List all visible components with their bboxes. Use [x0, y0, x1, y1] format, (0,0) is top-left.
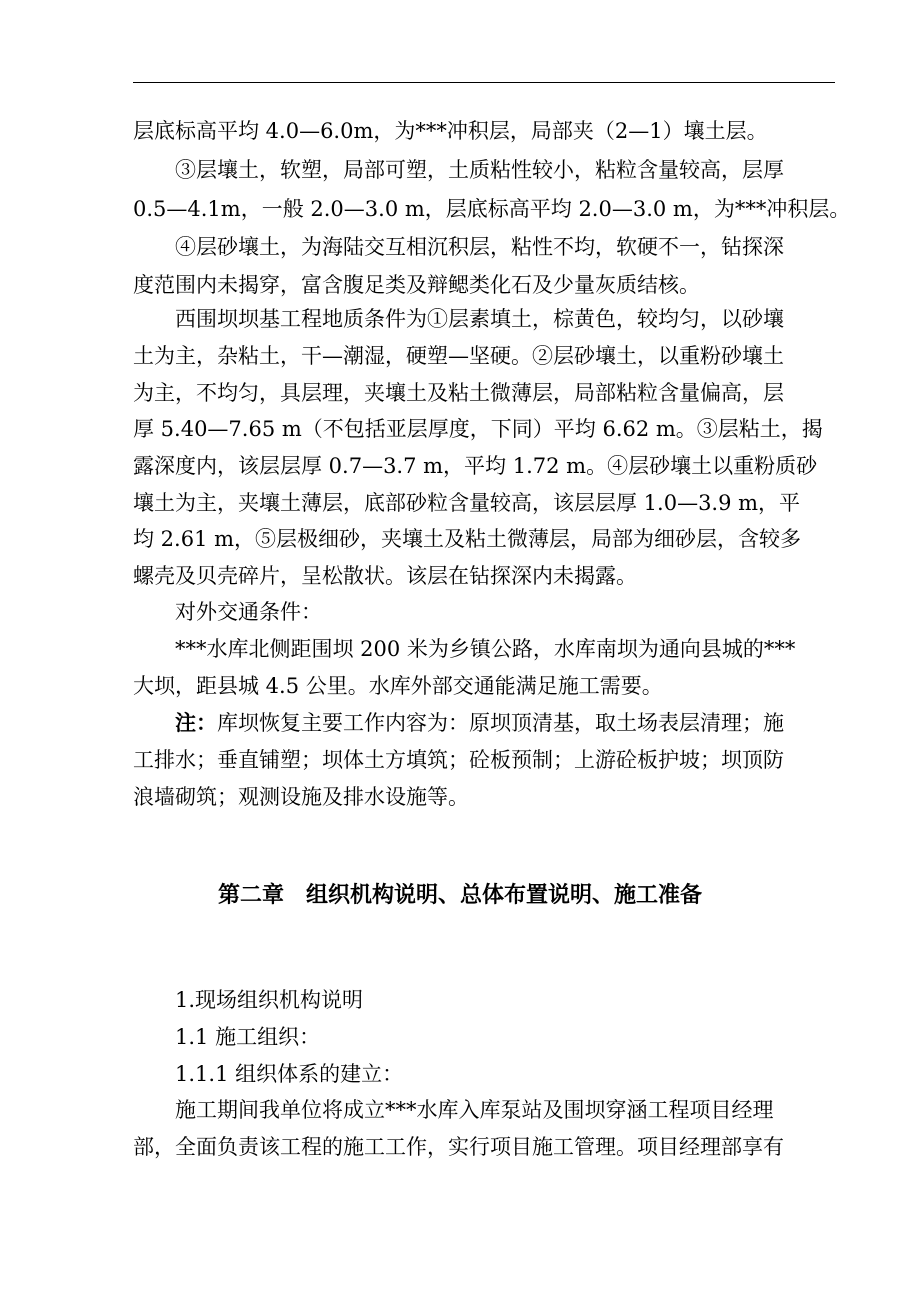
note-label: 注：	[175, 710, 217, 735]
paragraph-1-line-1: 层底标高平均 4.0—6.0m，为***冲积层，局部夹（2—1）壤土层。	[133, 119, 768, 143]
paragraph-4-line-6: 壤土为主，夹壤土薄层，底部砂粒含量较高，该层层厚 1.0—3.9 m，平	[133, 491, 801, 515]
section-body-line-1: 施工期间我单位将成立***水库入库泵站及围坝穿涵工程项目经理	[175, 1098, 774, 1122]
traffic-line-2: 大坝，距县城 4.5 公里。水库外部交通能满足施工需要。	[133, 674, 663, 698]
header-rule	[133, 82, 835, 83]
paragraph-4-line-5: 露深度内，该层层厚 0.7—3.7 m，平均 1.72 m。④层砂壤土以重粉质砂	[133, 454, 818, 478]
paragraph-4-line-7: 均 2.61 m，⑤层极细砂，夹壤土及粘土微薄层，局部为细砂层，含较多	[133, 527, 802, 551]
section-heading-1-1: 1.1 施工组织：	[175, 1025, 321, 1049]
traffic-line-1: ***水库北侧距围坝 200 米为乡镇公路，水库南坝为通向县城的***	[175, 637, 796, 661]
section-heading-1-1-1: 1.1.1 组织体系的建立：	[175, 1062, 404, 1086]
paragraph-3-line-1: ④层砂壤土，为海陆交互相沉积层，粘性不均，软硬不一，钻探深	[175, 235, 784, 259]
chapter-number: 第二章	[217, 883, 284, 908]
paragraph-4-line-3: 为主，不均匀，具层理，夹壤土及粘土微薄层，局部粘粒含量偏高，层	[133, 381, 784, 405]
chapter-heading	[0, 880, 920, 912]
note-line-3: 浪墙砌筑；观测设施及排水设施等。	[133, 785, 469, 809]
paragraph-4-line-2: 土为主，杂粘土，干—潮湿，硬塑—坚硬。②层砂壤土，以重粉砂壤土	[133, 344, 784, 368]
paragraph-4-line-1: 西围坝坝基工程地质条件为①层素填土，棕黄色，较均匀，以砂壤	[175, 307, 784, 331]
chapter-title: 组织机构说明、总体布置说明、施工准备	[306, 883, 703, 908]
section-body-line-2: 部，全面负责该工程的施工工作，实行项目施工管理。项目经理部享有	[133, 1135, 784, 1159]
traffic-heading: 对外交通条件：	[175, 600, 322, 624]
note-line-1	[175, 708, 895, 738]
paragraph-2-line-2: 0.5—4.1m，一般 2.0—3.0 m，层底标高平均 2.0—3.0 m，为***冲积层。	[133, 197, 851, 221]
section-heading-1: 1.现场组织机构说明	[175, 988, 364, 1012]
note-line-2: 工排水；垂直铺塑；坝体土方填筑；砼板预制；上游砼板护坡；坝顶防	[133, 748, 784, 772]
paragraph-4-line-4: 厚 5.40—7.65 m（不包括亚层厚度，下同）平均 6.62 m。③层粘土，揭	[133, 417, 823, 441]
paragraph-4-line-8: 螺壳及贝壳碎片，呈松散状。该层在钻探深内未揭露。	[133, 564, 637, 588]
paragraph-2-line-1: ③层壤土，软塑，局部可塑，土质粘性较小，粘粒含量较高，层厚	[175, 158, 784, 182]
paragraph-3-line-2: 度范围内未揭穿，富含腹足类及辩鳃类化石及少量灰质结核。	[133, 273, 700, 297]
note-text: 库坝恢复主要工作内容为：原坝顶清基，取土场表层清理；施	[217, 711, 784, 735]
